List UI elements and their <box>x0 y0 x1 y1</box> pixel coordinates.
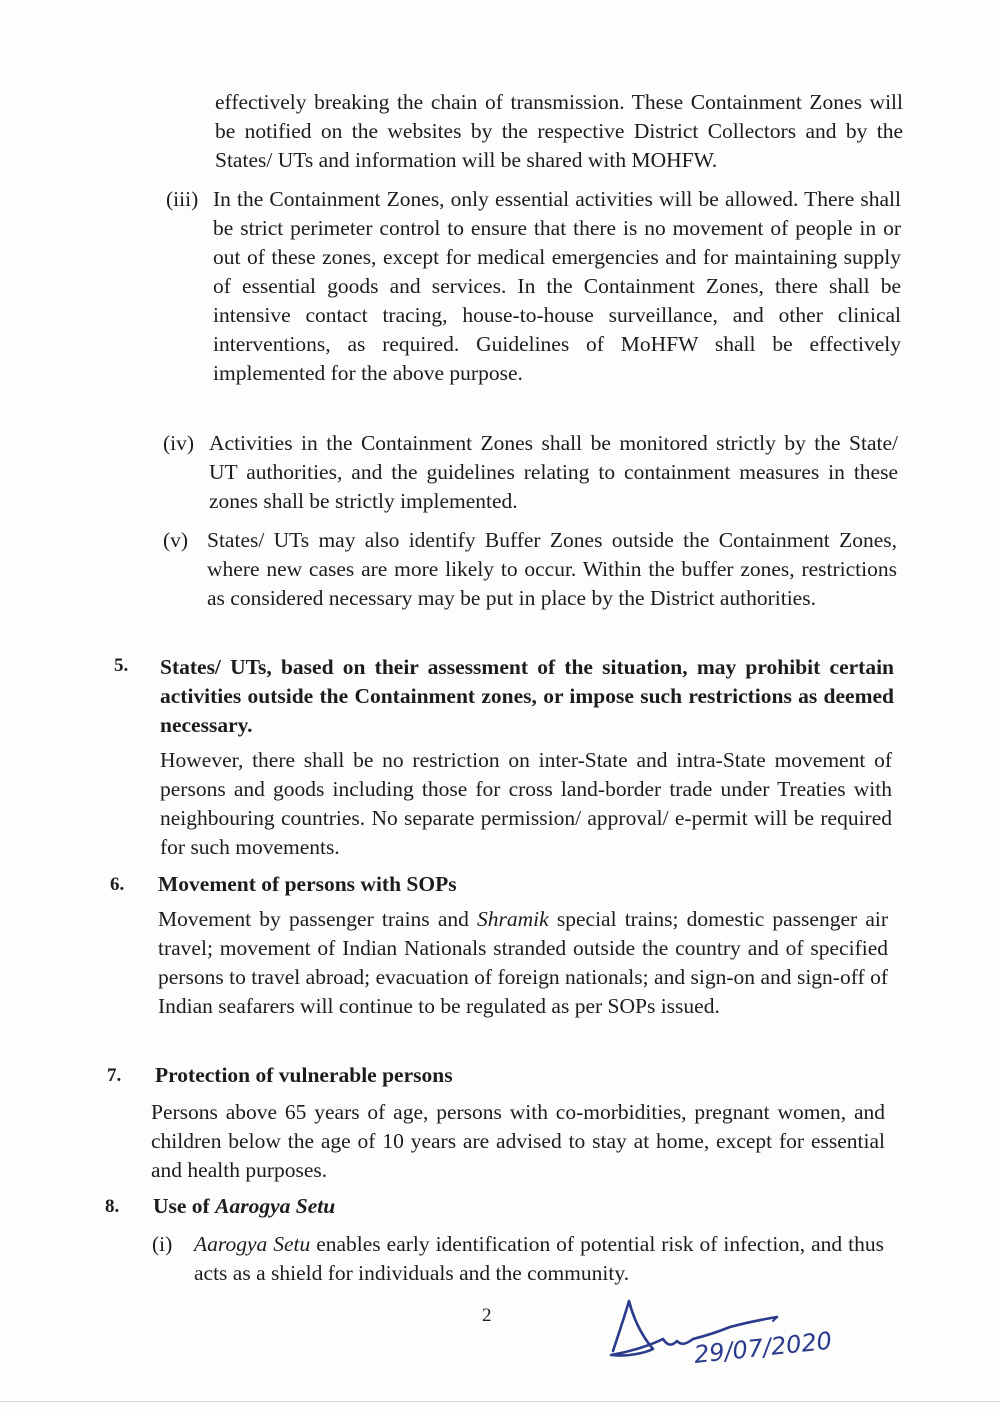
section-heading: Protection of vulnerable persons <box>155 1063 453 1087</box>
section-heading: States/ UTs, based on their assessment of the situation, may prohibit certain activities outside the Containment zones, or impose such restrictions as deemed necessary. <box>160 655 894 737</box>
page-number: 2 <box>482 1305 492 1326</box>
section-number: 7. <box>107 1065 122 1086</box>
shramik-emphasis: Shramik <box>477 907 549 931</box>
subitem-number: (iv) <box>163 431 195 455</box>
subitem-number: (i) <box>152 1232 173 1256</box>
subitem-text <box>194 1230 884 1288</box>
section-body <box>158 905 888 1021</box>
subitem-text: Activities in the Containment Zones shall be monitored strictly by the State/ UT authorities, and the guidelines relating to containment measures in these zones shall be strictly implemented. <box>209 431 898 513</box>
continuation-paragraph: effectively breaking the chain of transmission. These Containment Zones will be notified on the websites by the respective District Collectors and by the States/ UTs and information will be shared with MOHFW. <box>215 90 903 172</box>
section-heading <box>153 1192 335 1221</box>
section-body-text: special trains; domestic passenger air travel; movement of Indian Nationals stranded outside the country and of specified persons to travel abroad; evacuation of foreign nationals; and sign-on and sign-off of Indian seafarers will continue to be regulated as per SOPs issued. <box>158 907 888 1018</box>
subitem-text: States/ UTs may also identify Buffer Zones outside the Containment Zones, where new cases are more likely to occur. Within the buffer zones, restrictions as considered necessary may be put in place by the District authorities. <box>207 528 897 610</box>
signature-date: 29/07/2020 <box>692 1326 834 1369</box>
section-number: 8. <box>105 1196 120 1217</box>
scan-edge-line <box>0 1401 1000 1402</box>
section-heading: Movement of persons with SOPs <box>158 872 457 896</box>
aarogya-setu-emphasis: Aarogya Setu <box>194 1232 311 1256</box>
section-body: Persons above 65 years of age, persons with co-morbidities, pregnant women, and children below the age of 10 years are advised to stay at home, except for essential and health purposes. <box>151 1100 885 1182</box>
section-heading-text: Use of <box>153 1194 216 1218</box>
subitem-number: (v) <box>163 528 189 552</box>
subitem-body-text: enables early identification of potential risk of infection, and thus acts as a shield for individuals and the community. <box>194 1232 884 1285</box>
signature <box>605 1293 855 1373</box>
subitem-text: In the Containment Zones, only essential activities will be allowed. There shall be strict perimeter control to ensure that there is no movement of people in or out of these zones, except for medical emergencies and for maintaining supply of essential goods and services. In the Containment Zones, there shall be intensive contact tracing, house-to-house surveillance, and other clinical interventions, as required. Guidelines of MoHFW shall be effectively implemented for the above purpose. <box>213 187 901 385</box>
section-number: 5. <box>114 655 129 676</box>
aarogya-setu-heading: Aarogya Setu <box>215 1194 336 1218</box>
subitem-number: (iii) <box>166 187 199 211</box>
section-body-text: Movement by passenger trains and <box>158 907 478 931</box>
section-body: However, there shall be no restriction on inter-State and intra-State movement of persons and goods including those for cross land-border trade under Treaties with neighbouring countries. No separate permission/ approval/ e-permit will be required for such movements. <box>160 748 892 859</box>
section-number: 6. <box>110 874 125 895</box>
